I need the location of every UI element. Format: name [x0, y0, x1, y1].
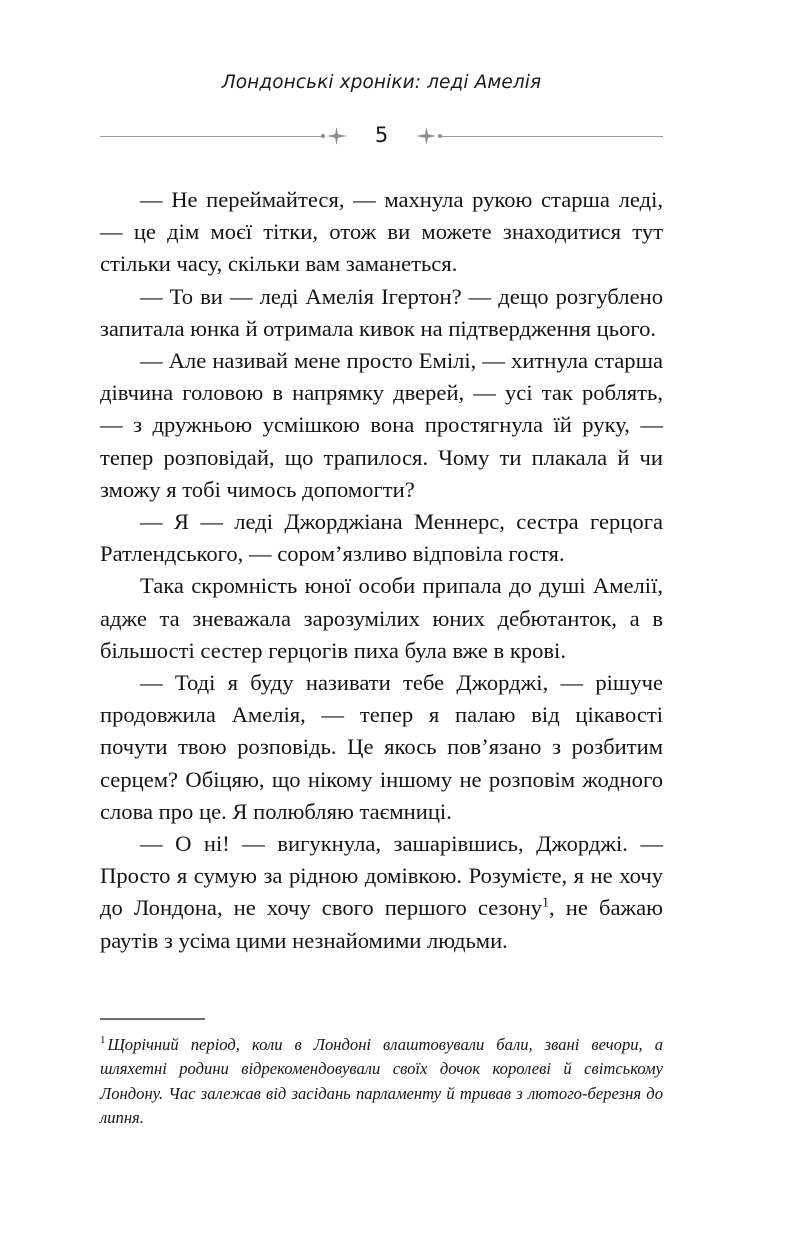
footnote-area: [100, 1018, 663, 1131]
paragraph: — То ви — леді Амелія Ігертон? — дещо розгублено запитала юнка й отримала кивок на підтвердження цього.: [100, 283, 663, 341]
folio-rule-right: [442, 136, 663, 137]
folio-rule-left: [100, 136, 321, 137]
star-diamond-dot-icon-left: [321, 126, 347, 146]
footnote-number: 1: [100, 1033, 106, 1046]
footnote-separator-rule: [100, 1018, 205, 1020]
running-head-title: Лондонські хроніки: леді Амелія: [221, 72, 542, 93]
page-number: 5: [374, 122, 389, 147]
star-diamond-dot-icon-right: [416, 126, 442, 146]
paragraph: — Не переймайтеся, — махнула рукою старша леді, — це дім моєї тітки, отож ви можете знаходитися тут стільки часу, скільки вам заманеться.: [100, 187, 663, 277]
paragraph-text-after-reference: , не бажаю раутів з усіма цими незнайомими людьми.: [100, 895, 664, 953]
ornament-dot-left: [321, 134, 325, 138]
paragraph: — Але називай мене просто Емілі, — хитнула старша дівчина головою в напрямку дверей, — усі так роблять, — з дружньою усмішкою вона простягнула їй руку, — тепер розповідай, що трапилося. Чому ти плакала й чи зможу я тобі чимось допомогти?: [100, 348, 663, 502]
paragraph: — Тоді я буду називати тебе Джорджі, — рішуче продовжила Амелія, — тепер я палаю від цікавості почути твою розповідь. Це якось пов’язано з розбитим серцем? Обіцяю, що нікому іншому не розповім жодного слова про це. Я полюбляю таємниці.: [100, 670, 663, 824]
footnote: [100, 1033, 663, 1131]
footnote-body-text: Щорічний період, коли в Лондоні влаштовували бали, звані вечори, а шляхетні родини відрекомендовували своїх дочок королеві й світському Лондону. Час залежав від засідань парламенту й тривав з лютого-березня до липня.: [100, 1034, 663, 1128]
paragraph: Така скромність юної особи припала до душі Амелії, адже та зневажала зарозумілих юних дебютанток, а в більшості сестер герцогів пиха була вже в крові.: [100, 573, 663, 663]
paragraph: — Я — леді Джорджіана Меннерс, сестра герцога Ратлендського, — сором’язливо відповіла гостя.: [100, 509, 663, 567]
footnote-reference-marker[interactable]: 1: [542, 895, 550, 911]
body-text-column: [100, 184, 663, 957]
paragraph-with-footnote-reference: [100, 828, 663, 957]
folio-band: [100, 119, 663, 153]
paragraph-text-before-reference: — О ні! — вигукнула, зашарівшись, Джорджі. — Просто я сумую за рідною домівкою. Розумієте, я не хочу до Лондона, не хочу свого першого сезону: [100, 831, 663, 921]
